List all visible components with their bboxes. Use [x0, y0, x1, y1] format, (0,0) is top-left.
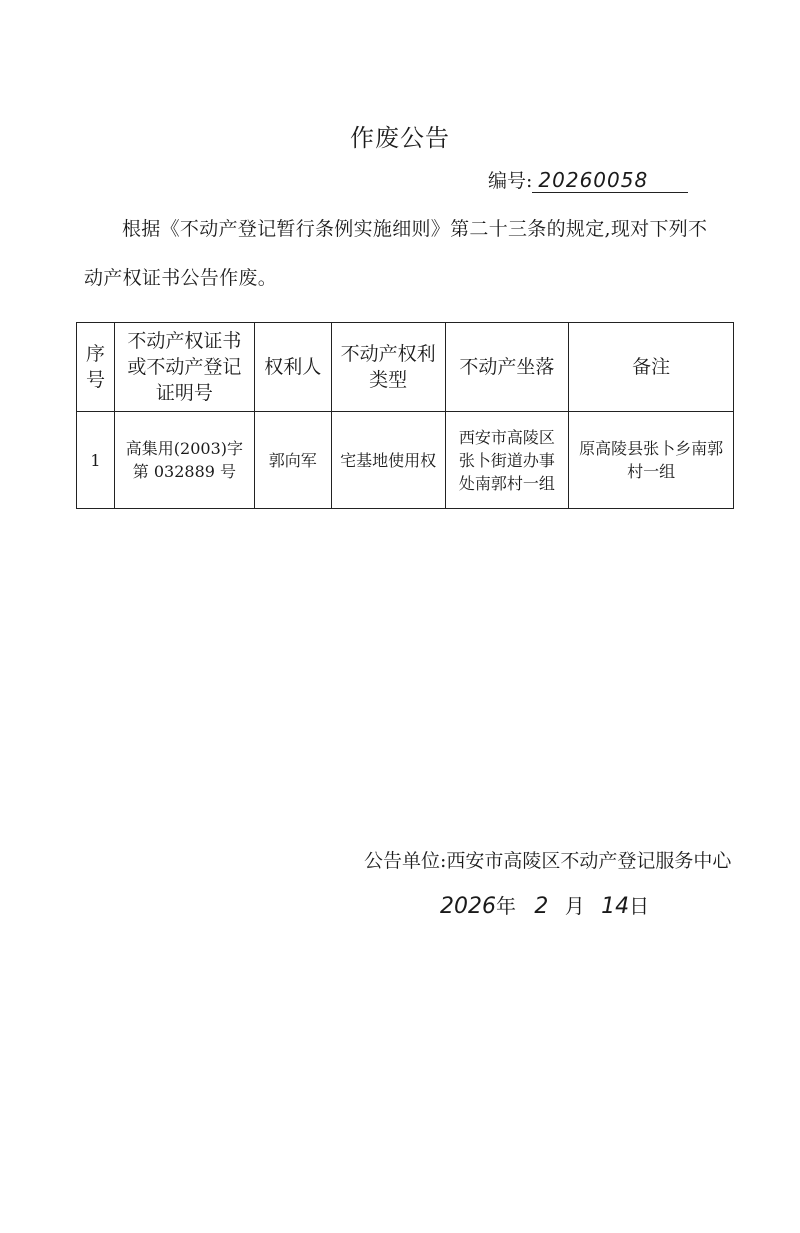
date-month: 2 [534, 894, 549, 919]
page-title: 作废公告 [350, 124, 450, 152]
document-number-value: 20260058 [532, 168, 688, 193]
table-row [77, 412, 734, 509]
date-month-unit: 月 [564, 894, 585, 918]
header-right-holder: 权利人 [254, 323, 331, 412]
cell-certificate-no: 高集用(2003)字第 032889 号 [114, 412, 254, 509]
issuing-unit: 公告单位:西安市高陵区不动产登记服务中心 [364, 850, 732, 872]
cell-location: 西安市高陵区张卜街道办事处南郭村一组 [445, 412, 569, 509]
document-number [488, 166, 688, 193]
cell-remarks: 原高陵县张卜乡南郭村一组 [569, 412, 734, 509]
notice-table [76, 322, 734, 509]
body-text-line-2: 动产权证书公告作废。 [84, 267, 278, 289]
header-certificate-no: 不动产权证书或不动产登记证明号 [114, 323, 254, 412]
table-header-row [77, 323, 734, 412]
header-remarks: 备注 [569, 323, 734, 412]
document-number-label: 编号: [488, 170, 533, 192]
body-text-line-1: 根据《不动产登记暂行条例实施细则》第二十三条的规定,现对下列不 [122, 218, 708, 240]
header-seq: 序号 [77, 323, 115, 412]
header-right-type: 不动产权利类型 [331, 323, 445, 412]
header-location: 不动产坐落 [445, 323, 569, 412]
cell-right-holder: 郭向军 [254, 412, 331, 509]
cell-right-type: 宅基地使用权 [331, 412, 445, 509]
date-day: 14 [601, 894, 630, 919]
issue-date [440, 890, 649, 919]
date-year-unit: 年 [496, 894, 516, 918]
cell-seq: 1 [77, 412, 115, 509]
date-year: 2026 [440, 894, 496, 919]
date-day-unit: 日 [629, 894, 650, 918]
